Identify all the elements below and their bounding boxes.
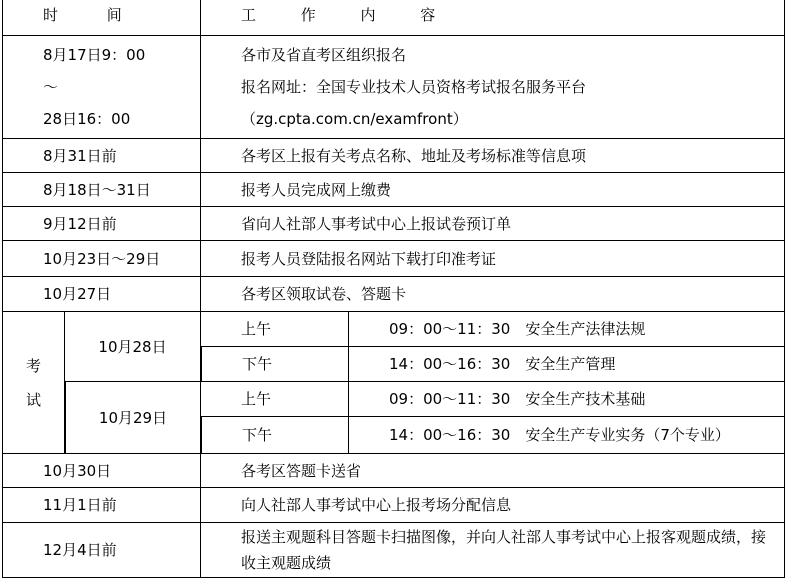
- time-cell: 10月23日～29日: [2, 241, 201, 277]
- exam-label-char: 考: [25, 356, 41, 375]
- exam-label-char: 试: [25, 390, 41, 409]
- work-cell: 各考区答题卡送省: [201, 454, 785, 488]
- header-row: [2, 0, 785, 36]
- table-row: [2, 173, 785, 207]
- table-row: [2, 36, 785, 139]
- exam-row: [2, 382, 785, 417]
- exam-row: [2, 312, 785, 347]
- time-cell: 9月12日前: [2, 207, 201, 241]
- work-cell: 省向人社部人事考试中心上报试卷预订单: [201, 207, 785, 241]
- work-line: 各市及省直考区组织报名: [241, 46, 407, 64]
- work-line: 报名网址：全国专业技术人员资格考试报名服务平台: [241, 78, 587, 96]
- table-row: [2, 523, 785, 578]
- exam-half: 上午: [201, 312, 349, 347]
- exam-label: [2, 312, 65, 454]
- work-cell: 各考区上报有关考点名称、地址及考场标准等信息项: [201, 139, 785, 173]
- time-cell: 10月27日: [2, 277, 201, 312]
- exam-half: 上午: [201, 382, 349, 417]
- table-row: [2, 139, 785, 173]
- time-line: 8月17日9：00: [43, 46, 146, 64]
- work-cell: 报考人员登陆报名网站下载打印准考证: [201, 241, 785, 277]
- exam-half: 下午: [201, 347, 349, 382]
- exam-slot: 14：00～16：30 安全生产管理: [349, 347, 785, 382]
- work-line: （zg.cpta.com.cn/examfront）: [241, 110, 468, 128]
- table-row: [2, 207, 785, 241]
- header-work: 工 作 内 容: [201, 0, 785, 36]
- work-cell: 向人社部人事考试中心上报考场分配信息: [201, 488, 785, 523]
- work-cell: 报考人员完成网上缴费: [201, 173, 785, 207]
- exam-date: 10月29日: [65, 382, 201, 454]
- exam-slot: 09：00～11：30 安全生产法律法规: [349, 312, 785, 347]
- work-cell: [201, 36, 785, 139]
- table-row: [2, 241, 785, 277]
- time-line: 28日16：00: [43, 110, 131, 128]
- exam-date: 10月28日: [65, 312, 201, 382]
- exam-schedule-table: [2, 0, 785, 578]
- time-line: ～: [43, 78, 59, 96]
- header-time: 时 间: [2, 0, 201, 36]
- exam-slot: 09：00～11：30 安全生产技术基础: [349, 382, 785, 417]
- table-row: [2, 488, 785, 523]
- time-cell: 11月1日前: [2, 488, 201, 523]
- time-cell: 10月30日: [2, 454, 201, 488]
- time-cell: 12月4日前: [2, 523, 201, 578]
- exam-slot: 14：00～16：30 安全生产专业实务（7个专业）: [349, 417, 785, 454]
- time-cell: 8月31日前: [2, 139, 201, 173]
- time-cell: 8月18日～31日: [2, 173, 201, 207]
- table-row: [2, 277, 785, 312]
- work-cell: 报送主观题科目答题卡扫描图像，并向人社部人事考试中心上报客观题成绩，接收主观题成绩: [201, 523, 785, 578]
- table-row: [2, 454, 785, 488]
- work-cell: 各考区领取试卷、答题卡: [201, 277, 785, 312]
- time-cell: [2, 36, 201, 139]
- exam-half: 下午: [201, 417, 349, 454]
